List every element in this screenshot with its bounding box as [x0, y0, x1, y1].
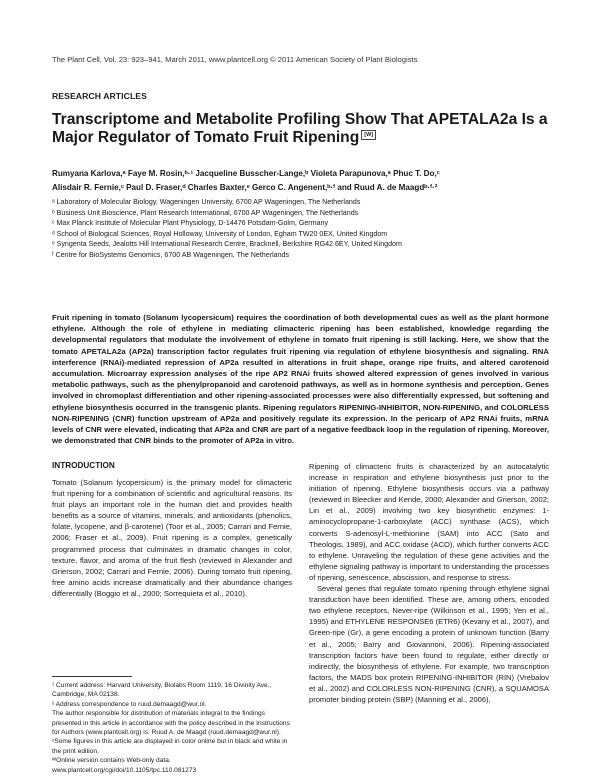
footnote-3: The author responsible for distribution of materials integral to the findings presented in this article in accordance with the policy described in the Instructions for Authors (www.plantcell.org) is: Ruud A. de Maagd (ruud.demaagd@wur.nl). [52, 710, 290, 737]
affiliation-c: ᶜ Max Planck Institute of Molecular Plant Physiology, D-14476 Potsdam-Golm, Germany [52, 219, 328, 227]
footnote-5: ᵂOnline version contains Web-only data. [52, 757, 171, 765]
abstract: Fruit ripening in tomato (Solanum lycopersicum) requires the coordination of both developmental cues as well as the plant hormone ethylene. Although the role of ethylene in mediating climacteric ripening has been established, knowledge regarding the developmental regulators that modulate the involvement of ethylene in tomato fruit ripening is still lacking. Here, we show that the tomato APETALA2a (AP2a) transcription factor regulates fruit ripening via regulation of ethylene biosynthesis and signaling. RNA interference (RNAi)-mediated repression of AP2a resulted in alterations in fruit shape, orange ripe fruits, and altered carotenoid accumulation. Microarray expression analyses of the ripe AP2 RNAi fruits showed altered expression of genes involved in various metabolic pathways, such as the phenylpropanoid and carotenoid pathways, as well as in hormone synthesis and perception. Genes involved in chromoplast differentiation and other ripening-associated processes were also differentially expressed, but softening and ethylene biosynthesis occurred in the transgenic plants. Ripening regulators RIPENING-INHIBITOR, NON-RIPENING, and COLORLESS NON-RIPENING (CNR) function upstream of AP2a and positively regulate its expression. In the pericarp of AP2 RNAi fruits, mRNA levels of CNR were elevated, indicating that AP2a and CNR are part of a negative feedback loop in the regulation of ripening. Moreover, we demonstrated that CNR binds to the promoter of AP2a in vitro. [52, 313, 549, 446]
affiliation-b: ᵇ Business Unit Bioscience, Plant Research International, 6700 AP Wageningen, The Netherlands [52, 208, 359, 217]
footnote-divider [52, 676, 132, 677]
footnote-4: ᶜSome figures in this article are displayed in color online but in black and white in the print edition. [52, 738, 288, 755]
affiliations [52, 197, 552, 260]
affiliation-e: ᵉ Syngenta Seeds, Jealotts Hill International Research Centre, Bracknell, Berkshire RG42 6EY, United Kingdom [52, 240, 402, 248]
affiliation-f: ᶠ Centre for BioSystems Genomics, 6700 AB Wageningen, The Netherlands [52, 250, 290, 259]
affiliation-d: ᵈ School of Biological Sciences, Royal Holloway, University of London, Egham TW20 0EX, United Kingdom [52, 229, 388, 238]
article-title [52, 111, 562, 147]
footnote-2: ² Address correspondence to ruud.demaagd@wur.nl. [52, 700, 207, 708]
section-label: RESEARCH ARTICLES [52, 91, 147, 101]
footnotes [52, 681, 296, 775]
affiliation-a: ᵃ Laboratory of Molecular Biology, Wageningen University, 6700 AP Wageningen, The Netherlands [52, 198, 361, 206]
intro-paragraph-3: Several genes that regulate tomato ripening through ethylene signal transduction have been identified. These are, among others, encoded two ethylene receptors, Never-ripe (Wilkinson et al., 1995; Yen et al., 1995) and ETHYLENE RESPONSE6 (ETR6) (Kevany et al., 2007), and Green-ripe (Gr), a gene encoding a protein of unknown function (Barry et al., 2005; Barry and Giovannoni, 2006). Ripening-associated transcription factors have been found to regulate, either directly or indirectly, the biosynthesis of ethylene. For example, two transcription factors, the MADS box protein RIPENING-INHIBITOR (RIN) (Vrebalov et al., 2002) and COLORLESS NON-RIPENING (CNR), a SQUAMOSA promoter binding protein (SBP) (Manning et al., 2006), [309, 584, 549, 704]
title-text: Transcriptome and Metabolite Profiling Show That APETALA2a Is a Major Regulator of Tomato Fruit Ripening [52, 111, 548, 146]
web-data-badge: [W] [361, 130, 376, 140]
footnote-1: ¹ Current address: Harvard University, Biolabs Room 1119, 16 Divinity Ave., Cambridge, MA 02138. [52, 682, 272, 699]
journal-header: The Plant Cell, Vol. 23: 923–941, March 2011, www.plantcell.org © 2011 American Society of Plant Biologists [52, 55, 418, 64]
introduction-heading: INTRODUCTION [52, 461, 115, 470]
author-line-2: Alisdair R. Fernie,ᶜ Paul D. Fraser,ᵈ Charles Baxter,ᵉ Gerco C. Angenent,ᵇ·ᶠ and Ruud A. de Maagdᵇ·ᶠ·² [52, 183, 438, 192]
author-list [52, 167, 552, 195]
intro-left-column [52, 477, 292, 599]
intro-right-column [309, 461, 549, 705]
doi-link[interactable]: www.plantcell.org/cgi/doi/10.1105/tpc.110.081273 [52, 766, 197, 774]
author-line-1: Rumyana Karlova,ᵃ Faye M. Rosin,ᵇ·¹ Jacqueline Busscher-Lange,ᵇ Violeta Parapunova,ᵃ Phuc T. Do,ᶜ [52, 169, 440, 178]
intro-paragraph-1: Tomato (Solanum lycopersicum) is the primary model for climacteric fruit ripening for a combination of scientific and agricultural reasons. Its fruit plays an important role in the human diet and provides health benefits as a source of vitamins, minerals, and antioxidants (phenolics, folate, lycopene, and β-carotene) (Toor et al., 2005; Carrari and Fernie, 2006; Fraser et al., 2009). Fruit ripening is a complex, genetically programmed process that culminates in dramatic changes in color, texture, flavor, and aroma of the fruit flesh (reviewed in Alexander and Grierson, 2002; Carrari and Fernie, 2006). During tomato fruit ripening, free amino acids increase dramatically and their abundance changes differentially (Boggio et al., 2000; Sorrequieta et al., 2010). [52, 478, 292, 598]
intro-paragraph-2: Ripening of climacteric fruits is characterized by an autocatalytic increase in respiration and ethylene biosynthesis just prior to the initiation of ripening. Ethylene biosynthesis occurs via a pathway (reviewed in Bleecker and Kende, 2000; Alexander and Grierson, 2002; Lin et al., 2009) involving two key biosynthetic enzymes: 1-aminocyclopropane-1-carboxylate (ACC) synthase (ACS), which converts S-adenosyl-L-methionine (SAM) into ACC (Sato and Theologis, 1989), and ACC oxidase (ACO), which further converts ACC to ethylene. Unraveling the regulation of these gene activities and the ethylene signaling pathway is important to understanding the processes of ripening, senescence, abscission, and response to stress. [309, 462, 549, 582]
